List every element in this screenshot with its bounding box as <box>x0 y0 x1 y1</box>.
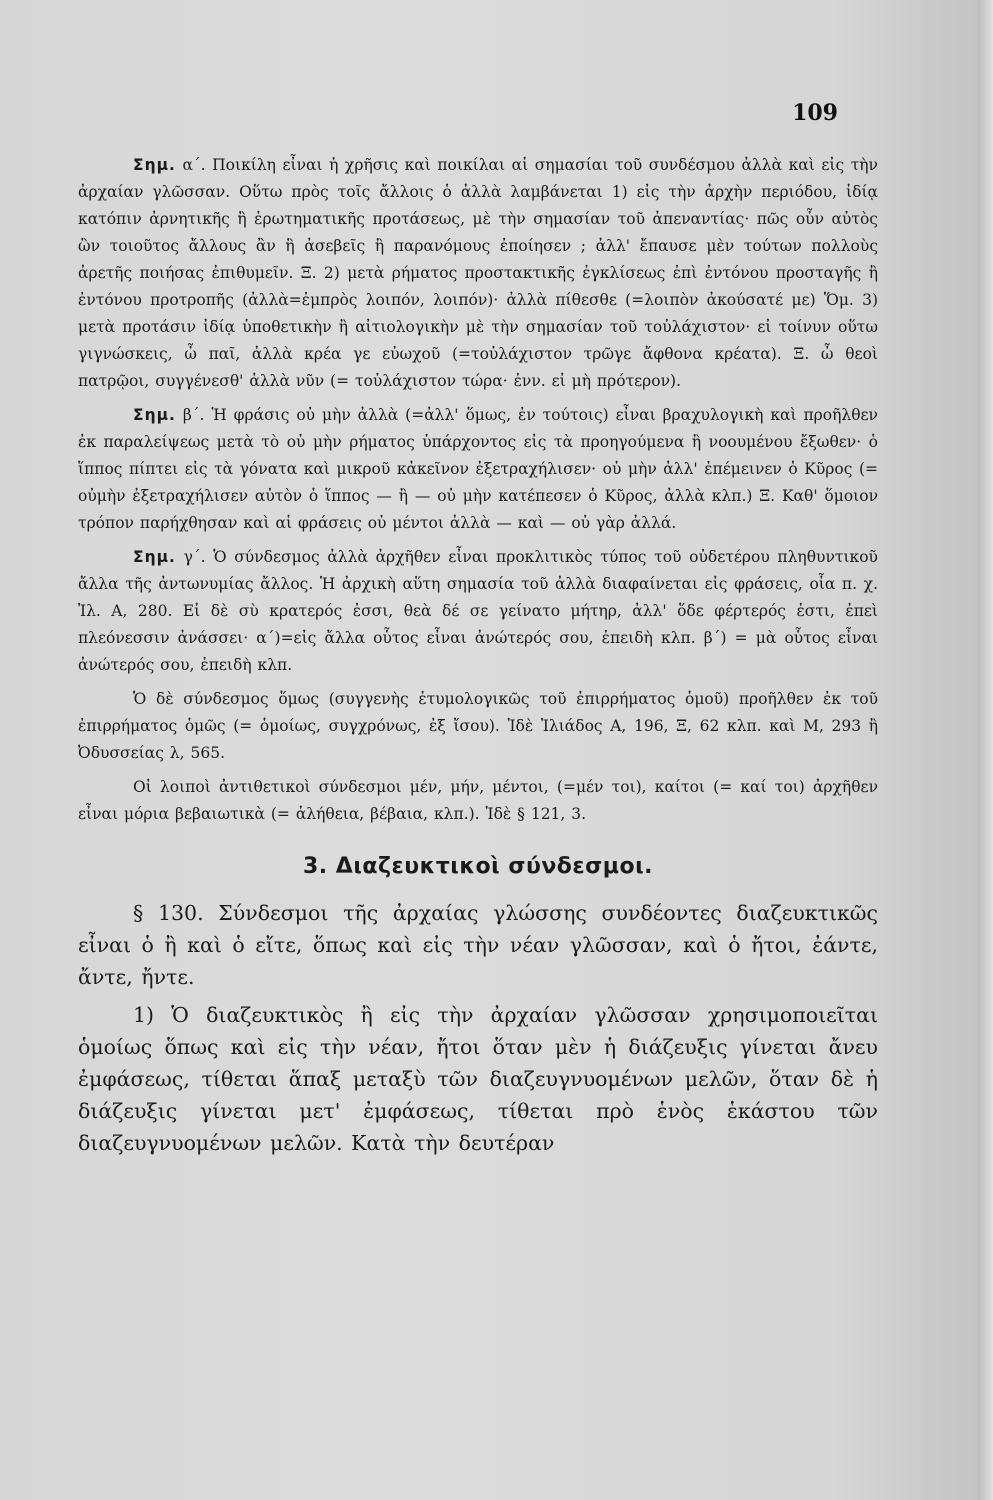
note-text: γ΄. Ὁ σύνδεσμος ἀλλὰ ἀρχῆθεν εἶναι προκλιτικὸς τύπος τοῦ οὐδετέρου πληθυντικοῦ ἄλλα τῆς ἀντωνυμίας ἄλλος. Ἡ ἀρχικὴ αὕτη σημασία τοῦ ἀλλὰ διαφαίνεται εἰς φράσεις, οἷα π. χ. Ἰλ. Α, 280. Εἰ δὲ σὺ κρατερός ἐσσι, θεὰ δέ σε γείνατο μήτηρ, ἀλλ' ὅδε φέρτερός ἐστι, ἐπεὶ πλεόνεσσιν ἀνάσσει· α΄)=εἰς ἄλλα οὗτος εἶναι ἀνώτερός σου, ἐπειδὴ κλπ. β΄) = μὰ οὗτος εἶναι ἀνώτερός σου, ἐπειδὴ κλπ. <box>78 548 878 674</box>
paragraph-disjunctive-e: 1) Ὁ διαζευκτικὸς ἢ εἰς τὴν ἀρχαίαν γλῶσσαν χρησιμοποιεῖται ὁμοίως ὅπως καὶ εἰς τὴν νέαν, ἤτοι ὅταν μὲν ἡ διάζευξις γίνεται ἄνευ ἐμφάσεως, τίθεται ἅπαξ μεταξὺ τῶν διαζευγνυομένων μελῶν, ὅταν δὲ ἡ διάζευξις γίνεται μετ' ἐμφάσεως, τίθεται πρὸ ἑνὸς ἑκάστου τῶν διαζευγνυομένων μελῶν. Κατὰ τὴν δευτέραν <box>78 1003 878 1155</box>
paragraph-antithetic: Οἱ λοιποὶ ἀντιθετικοὶ σύνδεσμοι μέν, μήν, μέντοι, (=μέν τοι), καίτοι (= καί τοι) ἀρχῆθεν εἶναι μόρια βεβαιωτικὰ (= ἀλήθεια, βέβαια, κλπ.). Ἰδὲ § 121, 3. <box>78 778 878 823</box>
notes-block <box>78 152 878 828</box>
main-text-block <box>78 897 878 1159</box>
note-a <box>78 152 878 395</box>
note-text: α΄. Ποικίλη εἶναι ἡ χρῆσις καὶ ποικίλαι αἱ σημασίαι τοῦ συνδέσμου ἀλλὰ καὶ εἰς τὴν ἀρχαίαν γλῶσσαν. Οὕτω πρὸς τοῖς ἄλλοις ὁ ἀλλὰ λαμβάνεται 1) εἰς τὴν ἀρχὴν περιόδου, ἰδίᾳ κατόπιν ἀρνητικῆς ἢ ἐρωτηματικῆς προτάσεως, μὲ τὴν σημασίαν τοῦ ἀπεναντίας· πῶς οὖν αὐτὸς ὢν τοιοῦτος ἄλλους ἂν ἢ ἀσεβεῖς ἢ παρανόμους ἐποίησεν ; ἀλλ' ἔπαυσε μὲν τούτων πολλοὺς ἀρετῆς ποιήσας ἐπιθυμεῖν. Ξ. 2) μετὰ ρήματος προστακτικῆς ἐγκλίσεως ἐπὶ ἐντόνου προσταγῆς ἢ ἐντόνου προτροπῆς (ἀλλὰ=ἐμπρὸς λοιπόν, λοιπόν)· ἀλλὰ πίθεσθε (=λοιπὸν ἀκούσατέ με) Ὅμ. 3) μετὰ προτάσιν ἰδίᾳ ὑποθετικὴν ἢ αἰτιολογικὴν μὲ τὴν σημασίαν τοῦ τοὐλάχιστον· εἰ τοίνυν οὕτω γιγνώσκεις, ὦ παῖ, ἀλλὰ κρέα γε εὐωχοῦ (=τοὐλάχιστον τρῶγε ἄφθονα κρέατα). Ξ. ὦ θεοὶ πατρῷοι, συγγένεσθ' ἀλλὰ νῦν (= τοὐλάχιστον τώρα· ἐνν. εἰ μὴ πρότερον). <box>78 156 878 390</box>
note-label: Σημ. <box>133 548 176 566</box>
note-c <box>78 544 878 679</box>
page-number: 109 <box>792 100 838 126</box>
note-text: β΄. Ἡ φράσις οὐ μὴν ἀλλὰ (=ἀλλ' ὅμως, ἐν τούτοις) εἶναι βραχυλογικὴ καὶ προῆλθεν ἐκ παραλείψεως μετὰ τὸ οὐ μὴν ρήματος ὑπάρχοντος εἰς τὰ προηγούμενα ἢ νοουμένου ἔξωθεν· ὁ ἵππος πίπτει εἰς τὰ γόνατα καὶ μικροῦ κἀκεῖνον ἐξετραχήλισεν· οὐ μὴν ἀλλ' ἐπέμεινεν ὁ Κῦρος (= οὐμὴν ἐξετραχήλισεν αὐτὸν ὁ ἵππος — ἢ — οὐ μὴν κατέπεσεν ὁ Κῦρος, ἀλλὰ κλπ.) Ξ. Καθ' ὅμοιον τρόπον παρήχθησαν καὶ αἱ φράσεις οὐ μέντοι ἀλλὰ — καὶ — οὐ γὰρ ἀλλά. <box>78 406 878 532</box>
page-edge <box>978 0 993 1500</box>
paragraph-section-130: § 130. Σύνδεσμοι τῆς ἀρχαίας γλώσσης συνδέοντες διαζευκτικῶς εἶναι ὁ ἢ καὶ ὁ εἴτε, ὅπως καὶ εἰς τὴν νέαν γλῶσσαν, καὶ ὁ ἤτοι, ἐάντε, ἄντε, ἤντε. <box>78 901 878 989</box>
note-label: Σημ. <box>133 156 176 174</box>
note-b <box>78 402 878 537</box>
section-heading: 3. Διαζευκτικοὶ σύνδεσμοι. <box>302 854 654 879</box>
note-label: Σημ. <box>133 406 176 424</box>
page-content <box>78 152 878 1165</box>
paragraph-omos: Ὁ δὲ σύνδεσμος ὅμως (συγγενὴς ἐτυμολογικῶς τοῦ ἐπιρρήματος ὁμοῦ) προῆλθεν ἐκ τοῦ ἐπιρρήματος ὁμῶς (= ὁμοίως, συγχρόνως, ἐξ ἴσου). Ἰδὲ Ἰλιάδος Α, 196, Ξ, 62 κλπ. καὶ Μ, 293 ἢ Ὀδυσσείας λ, 565. <box>78 690 878 762</box>
